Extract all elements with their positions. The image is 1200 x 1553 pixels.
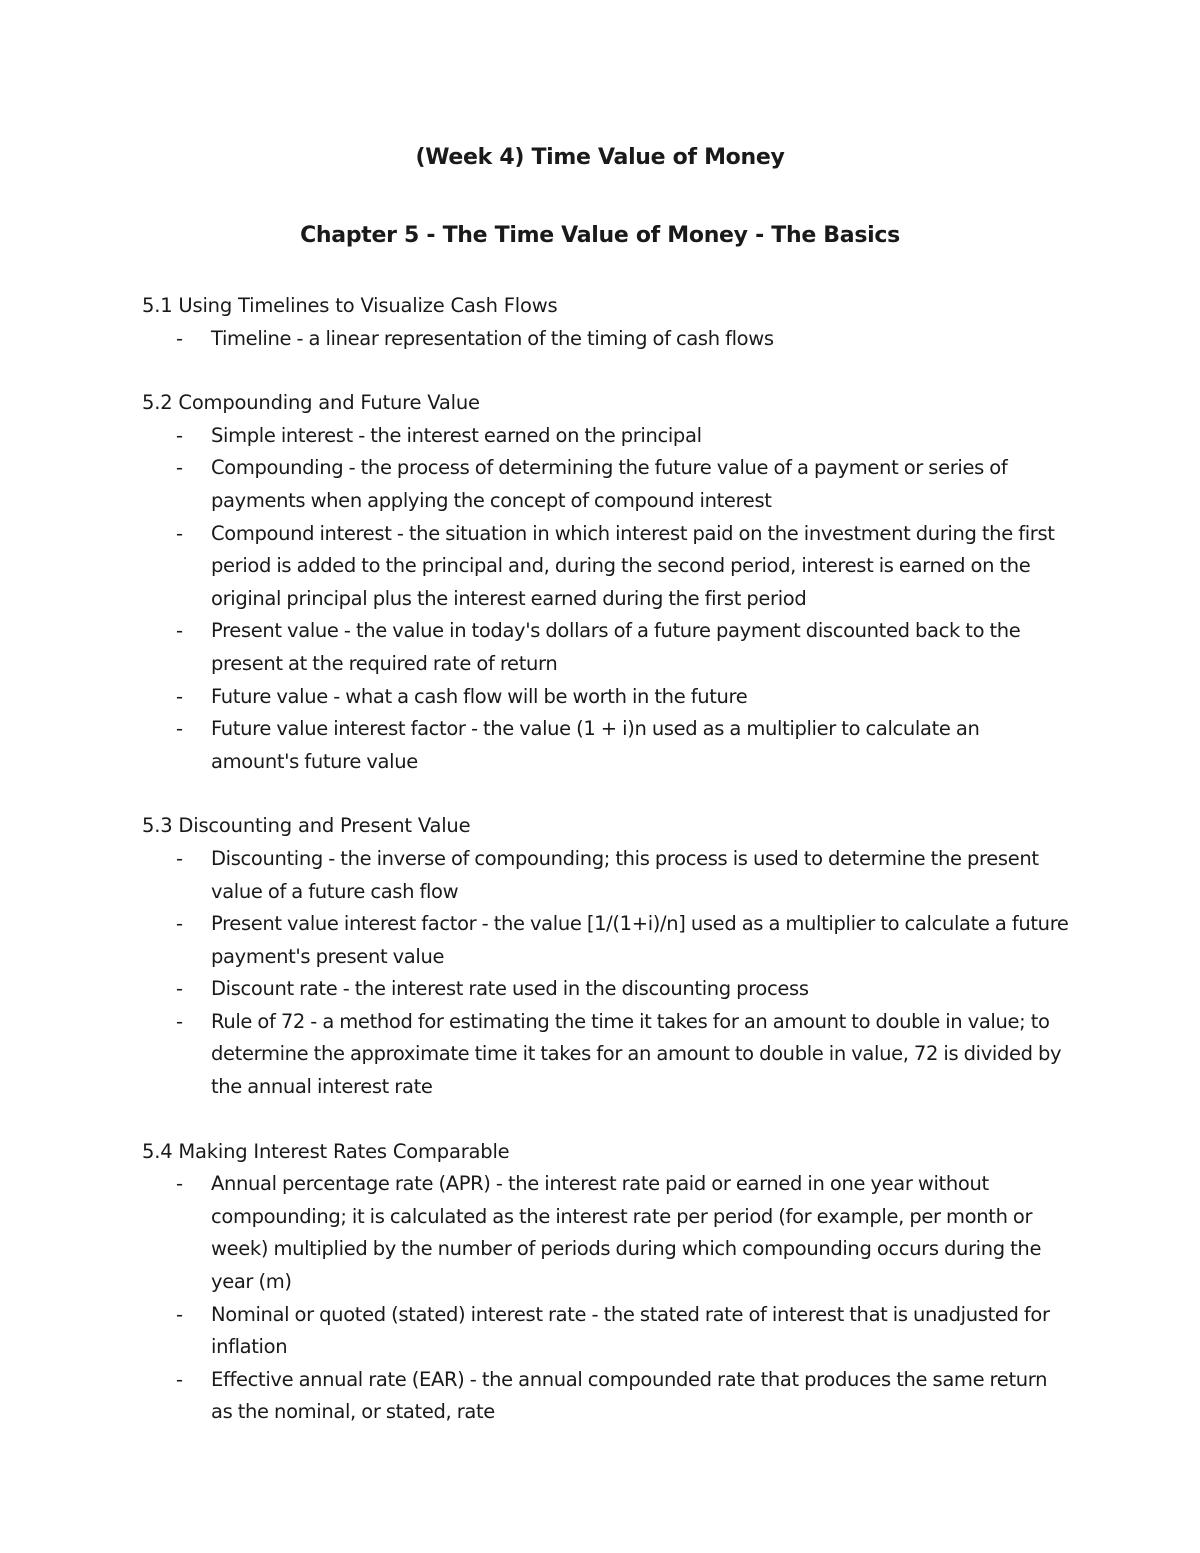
list-item: [142, 615, 1072, 680]
dash-bullet: -: [176, 456, 183, 480]
item-text: Discount rate - the interest rate used in the discounting process: [211, 977, 809, 1001]
item-text: Simple interest - the interest earned on the principal: [211, 423, 702, 447]
item-text: Future value interest factor - the value (1 + i)n used as a multiplier to calculate an amount's future value: [211, 717, 980, 773]
page-title: (Week 4) Time Value of Money: [415, 145, 785, 170]
item-text: Annual percentage rate (APR) - the interest rate paid or earned in one year without compounding; it is calculated as the interest rate per period (for example, per month or week) multiplied by the number of periods during which compounding occurs during the year (m): [211, 1172, 1042, 1294]
dash-bullet: -: [176, 1172, 183, 1196]
list-item: [142, 973, 1072, 1006]
item-text: Discounting - the inverse of compounding; this process is used to determine the present value of a future cash flow: [211, 846, 1039, 903]
item-text: Future value - what a cash flow will be worth in the future: [211, 684, 748, 708]
definition-list: [142, 1168, 1072, 1429]
list-item: [142, 681, 1072, 714]
dash-bullet: -: [176, 423, 183, 447]
item-text: Timeline - a linear representation of the timing of cash flows: [211, 326, 774, 350]
dash-bullet: -: [176, 521, 183, 545]
list-item: [142, 843, 1072, 908]
section-heading: 5.4 Making Interest Rates Comparable: [142, 1139, 510, 1163]
item-text: Compounding - the process of determining the future value of a payment or series of payments when applying the concept of compound interest: [211, 456, 1008, 512]
definition-list: [142, 843, 1072, 1104]
list-item: [142, 518, 1072, 616]
list-item: [142, 1364, 1072, 1429]
notes-content: [142, 290, 1072, 1461]
dash-bullet: -: [176, 1302, 183, 1326]
chapter-title: Chapter 5 - The Time Value of Money - The Basics: [300, 223, 900, 248]
section-heading: 5.1 Using Timelines to Visualize Cash Flows: [142, 294, 558, 317]
section-5-2: [142, 387, 1072, 778]
dash-bullet: -: [176, 1367, 183, 1391]
dash-bullet: -: [176, 912, 183, 936]
list-item: [142, 1168, 1072, 1298]
dash-bullet: -: [176, 846, 183, 870]
dash-bullet: -: [176, 1009, 183, 1033]
section-heading: 5.3 Discounting and Present Value: [142, 814, 471, 838]
dash-bullet: -: [176, 619, 183, 643]
section-heading: 5.2 Compounding and Future Value: [142, 391, 480, 415]
section-5-4: [142, 1136, 1072, 1429]
definition-list: [142, 323, 1072, 356]
dash-bullet: -: [176, 326, 183, 350]
section-5-1: [142, 290, 1072, 355]
dash-bullet: -: [176, 977, 183, 1001]
list-item: [142, 1006, 1072, 1104]
item-text: Nominal or quoted (stated) interest rate - the stated rate of interest that is unadjusted for inflation: [211, 1302, 1050, 1359]
item-text: Present value interest factor - the value [1/(1+i)/n] used as a multiplier to calculate a future payment's present value: [211, 912, 1069, 968]
dash-bullet: -: [176, 684, 183, 708]
dash-bullet: -: [176, 717, 183, 741]
list-item: [142, 908, 1072, 973]
item-text: Present value - the value in today's dollars of a future payment discounted back to the present at the required rate of return: [211, 619, 1021, 675]
section-5-3: [142, 810, 1072, 1103]
list-item: [142, 452, 1072, 517]
list-item: [142, 420, 1072, 453]
list-item: [142, 1299, 1072, 1364]
item-text: Effective annual rate (EAR) - the annual compounded rate that produces the same return as the nominal, or stated, rate: [211, 1367, 1048, 1424]
list-item: [142, 323, 1072, 356]
definition-list: [142, 420, 1072, 779]
item-text: Compound interest - the situation in which interest paid on the investment during the first period is added to the principal and, during the second period, interest is earned on the original principal plus the interest earned during the first period: [211, 521, 1055, 610]
list-item: [142, 713, 1072, 778]
item-text: Rule of 72 - a method for estimating the time it takes for an amount to double in value; to determine the approximate time it takes for an amount to double in value, 72 is divided by the annual interest rate: [211, 1009, 1062, 1099]
